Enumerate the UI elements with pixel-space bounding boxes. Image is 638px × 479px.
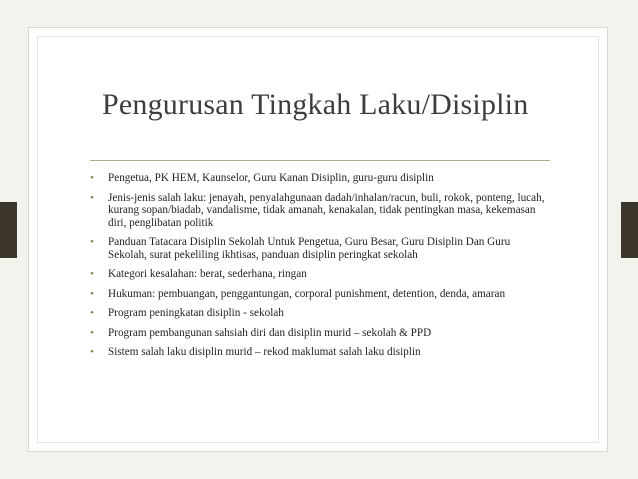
title-divider [90, 160, 550, 161]
bullet-text: Program peningkatan disiplin - sekolah [108, 307, 284, 319]
bullet-list [90, 172, 550, 366]
bullet-item [90, 268, 550, 281]
bullet-text: Panduan Tatacara Disiplin Sekolah Untuk Pengetua, Guru Besar, Guru Disiplin Dan Guru Sekolah, surat pekeliling ikhtisas, panduan disiplin peringkat sekolah [108, 236, 511, 261]
bullet-marker: • [90, 172, 94, 184]
bullet-item [90, 346, 550, 359]
bullet-item [90, 192, 550, 230]
bullet-item [90, 236, 550, 261]
bullet-marker: • [90, 346, 94, 358]
bullet-marker: • [90, 268, 94, 280]
slide-title: Pengurusan Tingkah Laku/Disiplin [102, 88, 529, 121]
bullet-marker: • [90, 236, 94, 248]
bullet-item [90, 288, 550, 301]
bullet-text: Jenis-jenis salah laku: jenayah, penyalahgunaan dadah/inhalan/racun, buli, rokok, ponteng, lucah, kurang sopan/biadab, vandalisme, tidak amanah, kenakalan, tidak pentingkan masa, kekemasan diri, penglibatan politik [108, 191, 545, 229]
bullet-marker: • [90, 307, 94, 319]
right-side-tab [621, 202, 638, 258]
bullet-text: Pengetua, PK HEM, Kaunselor, Guru Kanan Disiplin, guru-guru disiplin [108, 172, 434, 184]
bullet-text: Hukuman: pembuangan, penggantungan, corporal punishment, detention, denda, amaran [108, 287, 506, 300]
bullet-marker: • [90, 191, 94, 204]
bullet-marker: • [90, 326, 94, 339]
bullet-item [90, 327, 550, 340]
bullet-item [90, 172, 550, 185]
bullet-text: Sistem salah laku disiplin murid – rekod maklumat salah laku disiplin [108, 346, 421, 358]
left-side-tab [0, 202, 17, 258]
bullet-text: Program pembangunan sahsiah diri dan disiplin murid – sekolah & PPD [108, 326, 432, 339]
bullet-text: Kategori kesalahan: berat, sederhana, ringan [108, 268, 307, 280]
bullet-marker: • [90, 287, 94, 300]
bullet-item [90, 307, 550, 320]
